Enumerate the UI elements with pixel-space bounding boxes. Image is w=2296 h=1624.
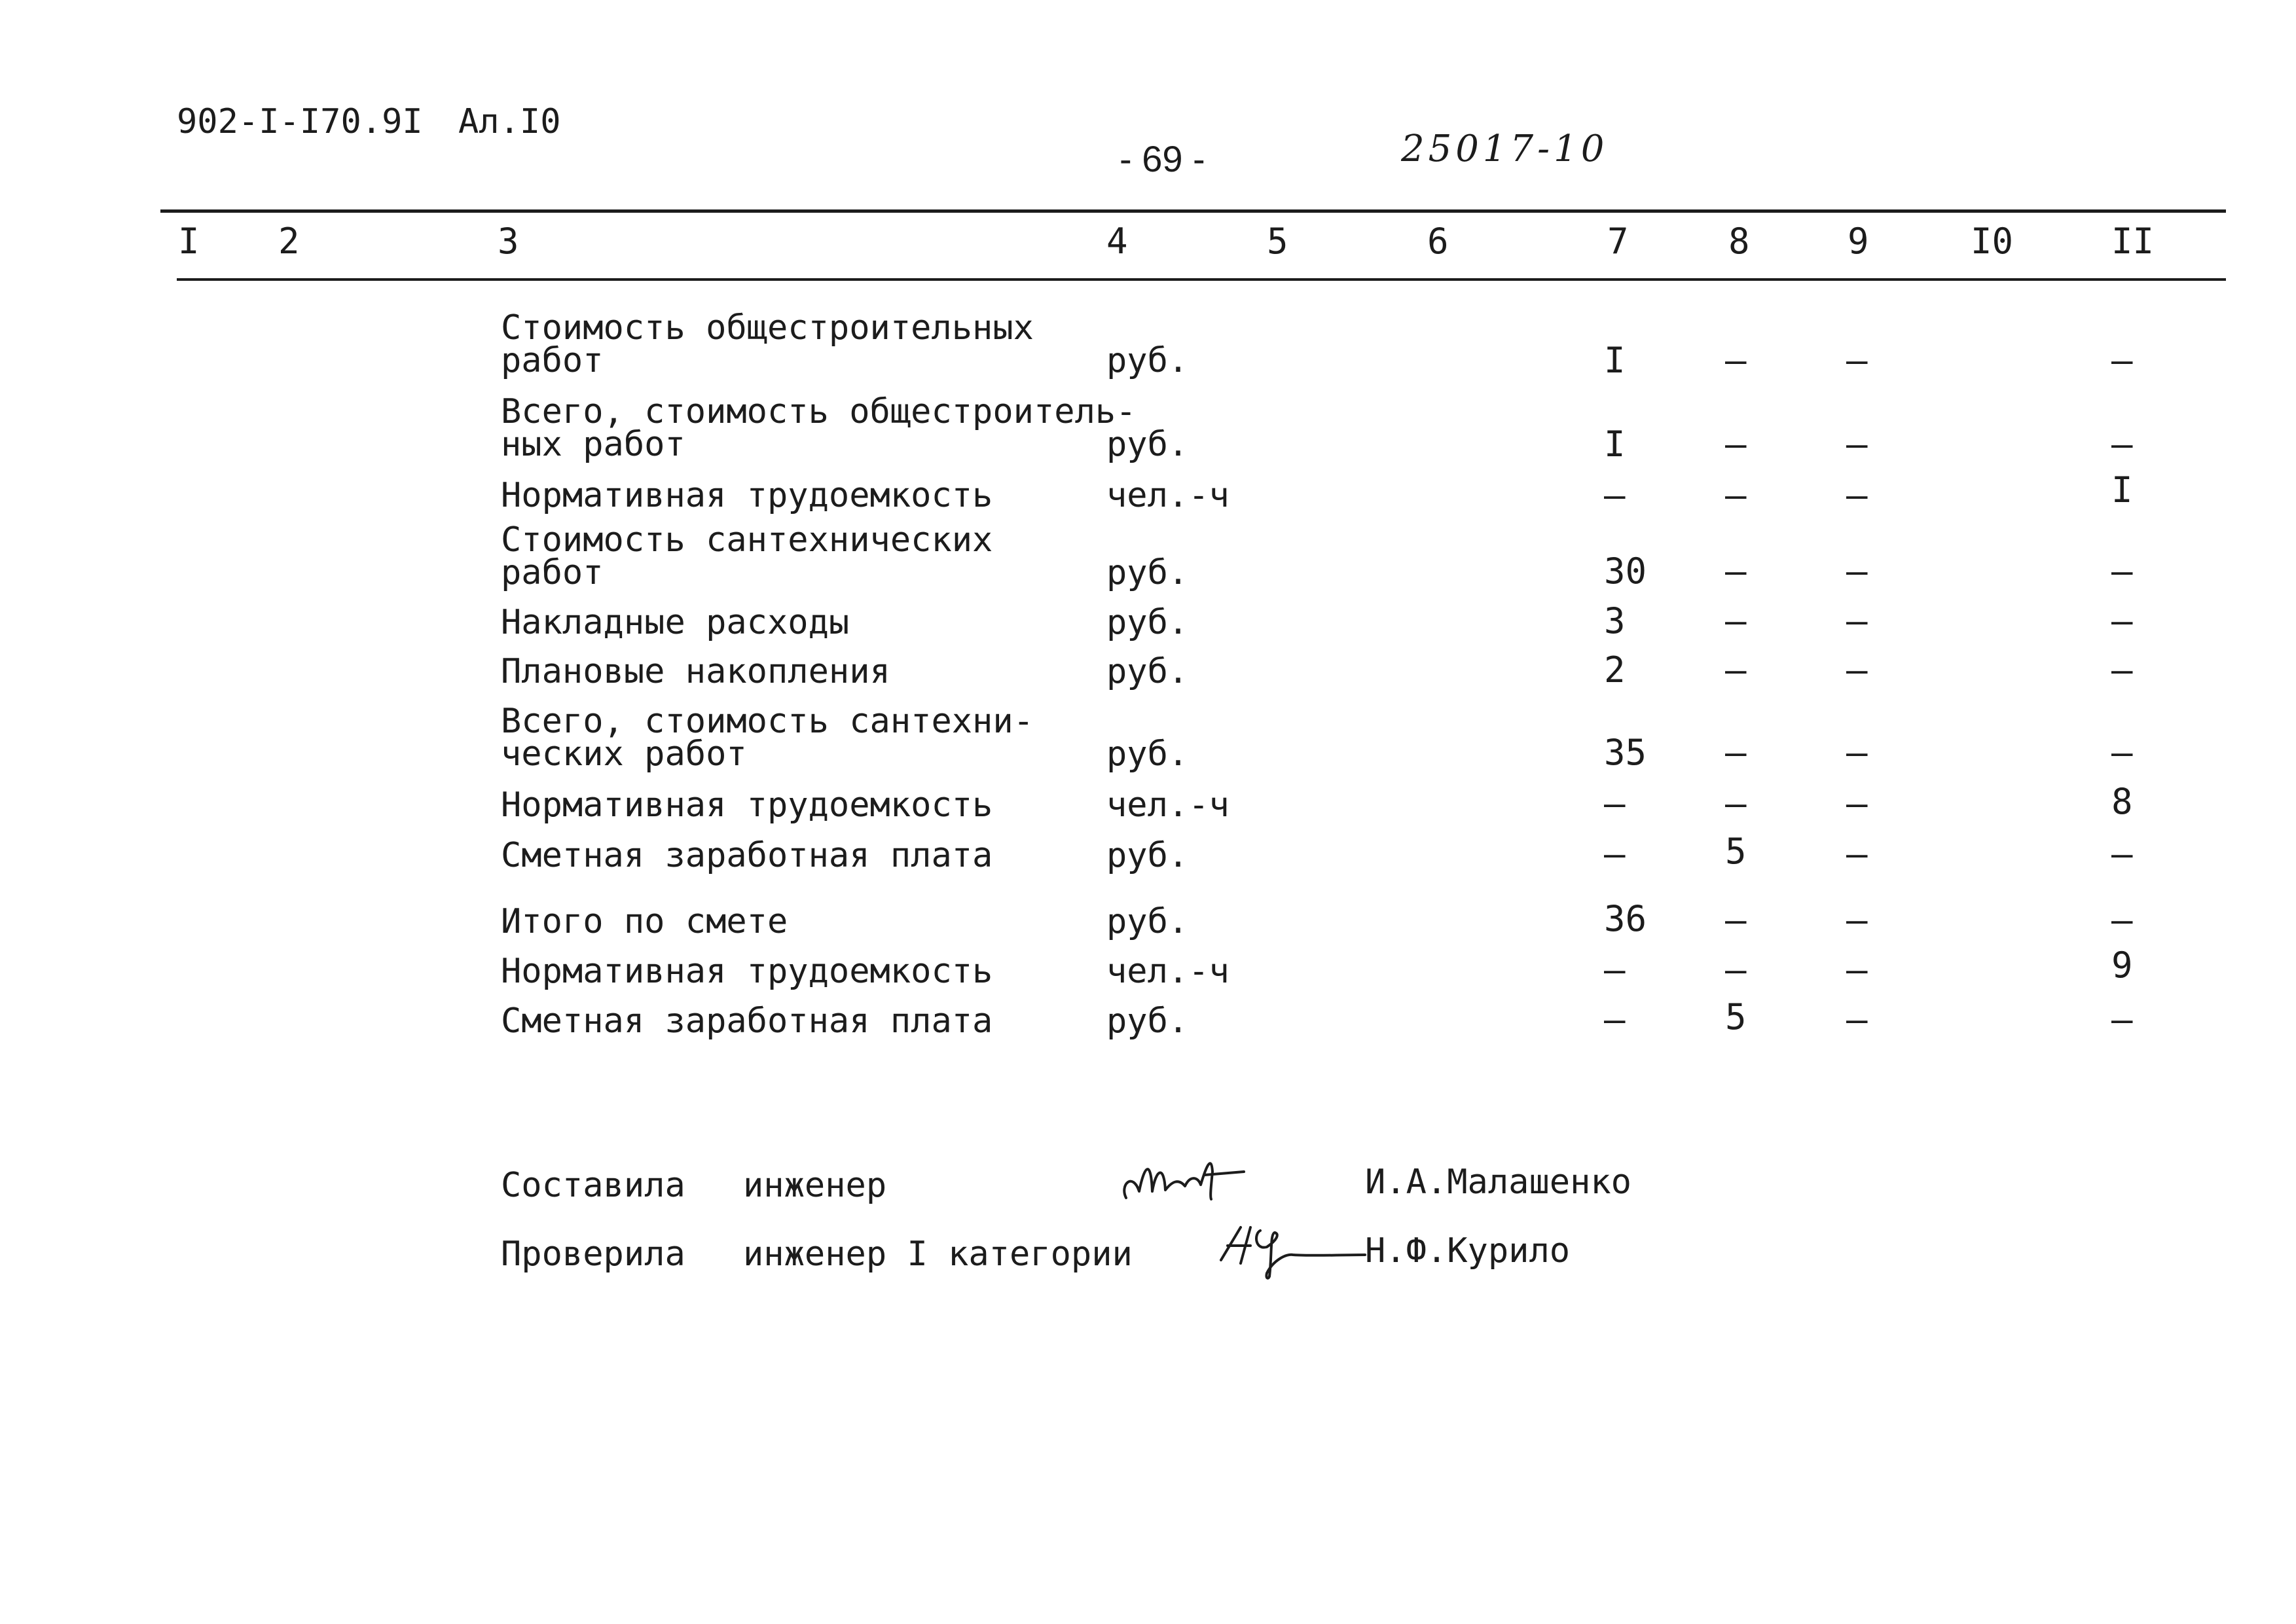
- row-col8: –: [1725, 732, 1747, 773]
- row-col11: –: [2111, 550, 2133, 592]
- row-col7: –: [1604, 833, 1626, 875]
- row-col7: 30: [1604, 550, 1647, 592]
- row-unit: руб.: [1106, 734, 1189, 774]
- row-col9: –: [1846, 949, 1868, 990]
- column-number: 8: [1728, 221, 1750, 262]
- row-col8: –: [1725, 550, 1747, 592]
- column-number: I: [178, 221, 200, 262]
- compiled-role: Составила: [501, 1166, 685, 1205]
- column-number: 3: [498, 221, 519, 262]
- row-name: Нормативная трудоемкость: [501, 476, 993, 515]
- row-name: Всего, стоимость сантехни- ческих работ: [501, 702, 1034, 774]
- column-number: 5: [1267, 221, 1288, 262]
- row-col8: –: [1725, 649, 1747, 691]
- row-col11: –: [2111, 899, 2133, 941]
- row-col8: 5: [1725, 831, 1747, 872]
- row-col11: –: [2111, 649, 2133, 691]
- row-unit: чел.-ч: [1106, 952, 1230, 991]
- row-col7: –: [1604, 949, 1626, 990]
- column-number: 6: [1427, 221, 1449, 262]
- row-col11: –: [2111, 999, 2133, 1040]
- row-col9: –: [1846, 550, 1868, 592]
- compiled-signature-icon: [1113, 1146, 1283, 1211]
- row-col11: –: [2111, 732, 2133, 773]
- row-col8: –: [1725, 600, 1747, 641]
- table-header-rule: [177, 278, 2226, 281]
- document-code: 902-I-I70.9I: [177, 102, 423, 141]
- row-name: Всего, стоимость общестроитель- ных работ: [501, 392, 1137, 464]
- row-col11: –: [2111, 600, 2133, 641]
- row-unit: чел.-ч: [1106, 476, 1230, 515]
- row-unit: руб.: [1106, 341, 1189, 380]
- row-unit: руб.: [1106, 836, 1189, 875]
- row-col9: –: [1846, 899, 1868, 941]
- row-col9: –: [1846, 600, 1868, 641]
- row-name: Стоимость сантехнических работ: [501, 520, 993, 592]
- row-col7: 2: [1604, 649, 1626, 691]
- row-unit: руб.: [1106, 1001, 1189, 1041]
- table-top-rule: [160, 209, 2226, 213]
- row-unit: руб.: [1106, 902, 1189, 941]
- column-number: 4: [1106, 221, 1128, 262]
- compiled-position: инженер: [743, 1166, 887, 1205]
- row-name: Итого по смете: [501, 902, 788, 941]
- row-name: Нормативная трудоемкость: [501, 785, 993, 825]
- row-col9: –: [1846, 649, 1868, 691]
- row-col11: 8: [2111, 781, 2133, 822]
- row-col7: 36: [1604, 898, 1647, 939]
- row-col8: –: [1725, 783, 1747, 824]
- row-col7: –: [1604, 475, 1626, 516]
- row-col8: –: [1725, 899, 1747, 941]
- row-col7: I: [1604, 424, 1626, 465]
- row-col8: 5: [1725, 996, 1747, 1038]
- row-col7: –: [1604, 999, 1626, 1040]
- row-col8: –: [1725, 949, 1747, 990]
- row-col11: –: [2111, 833, 2133, 875]
- column-number: I0: [1971, 221, 2014, 262]
- row-col8: –: [1725, 424, 1747, 465]
- row-name: Сметная заработная плата: [501, 836, 993, 875]
- row-col11: 9: [2111, 945, 2133, 986]
- checked-name: Н.Ф.Курило: [1365, 1231, 1571, 1271]
- checked-role: Проверила: [501, 1235, 685, 1274]
- row-col7: 3: [1604, 600, 1626, 641]
- row-col8: –: [1725, 340, 1747, 381]
- row-unit: чел.-ч: [1106, 785, 1230, 825]
- row-col9: –: [1846, 475, 1868, 516]
- row-col8: –: [1725, 475, 1747, 516]
- row-unit: руб.: [1106, 603, 1189, 642]
- row-unit: руб.: [1106, 553, 1189, 592]
- row-col9: –: [1846, 783, 1868, 824]
- row-col11: –: [2111, 340, 2133, 381]
- row-col7: –: [1604, 783, 1626, 824]
- row-col7: I: [1604, 340, 1626, 381]
- checked-position: инженер I категории: [743, 1235, 1133, 1274]
- row-col9: –: [1846, 424, 1868, 465]
- row-unit: руб.: [1106, 425, 1189, 464]
- row-col9: –: [1846, 833, 1868, 875]
- archive-number: 25017-10: [1401, 128, 1609, 170]
- column-number: 7: [1607, 221, 1629, 262]
- row-name: Накладные расходы: [501, 603, 850, 642]
- row-col11: –: [2111, 424, 2133, 465]
- row-col9: –: [1846, 732, 1868, 773]
- row-name: Плановые накопления: [501, 652, 890, 691]
- column-number: 9: [1848, 221, 1869, 262]
- row-col7: 35: [1604, 732, 1647, 773]
- row-col11: I: [2111, 469, 2133, 511]
- page-number: - 69 -: [1120, 138, 1205, 179]
- row-name: Сметная заработная плата: [501, 1001, 993, 1041]
- column-number: II: [2111, 221, 2155, 262]
- row-name: Нормативная трудоемкость: [501, 952, 993, 991]
- row-col9: –: [1846, 999, 1868, 1040]
- row-unit: руб.: [1106, 652, 1189, 691]
- column-number: 2: [278, 221, 300, 262]
- compiled-name: И.А.Малашенко: [1365, 1163, 1631, 1202]
- row-col9: –: [1846, 340, 1868, 381]
- checked-signature-icon: [1214, 1214, 1372, 1286]
- sheet-label: Ал.I0: [458, 102, 561, 141]
- row-name: Стоимость общестроительных работ: [501, 308, 1034, 380]
